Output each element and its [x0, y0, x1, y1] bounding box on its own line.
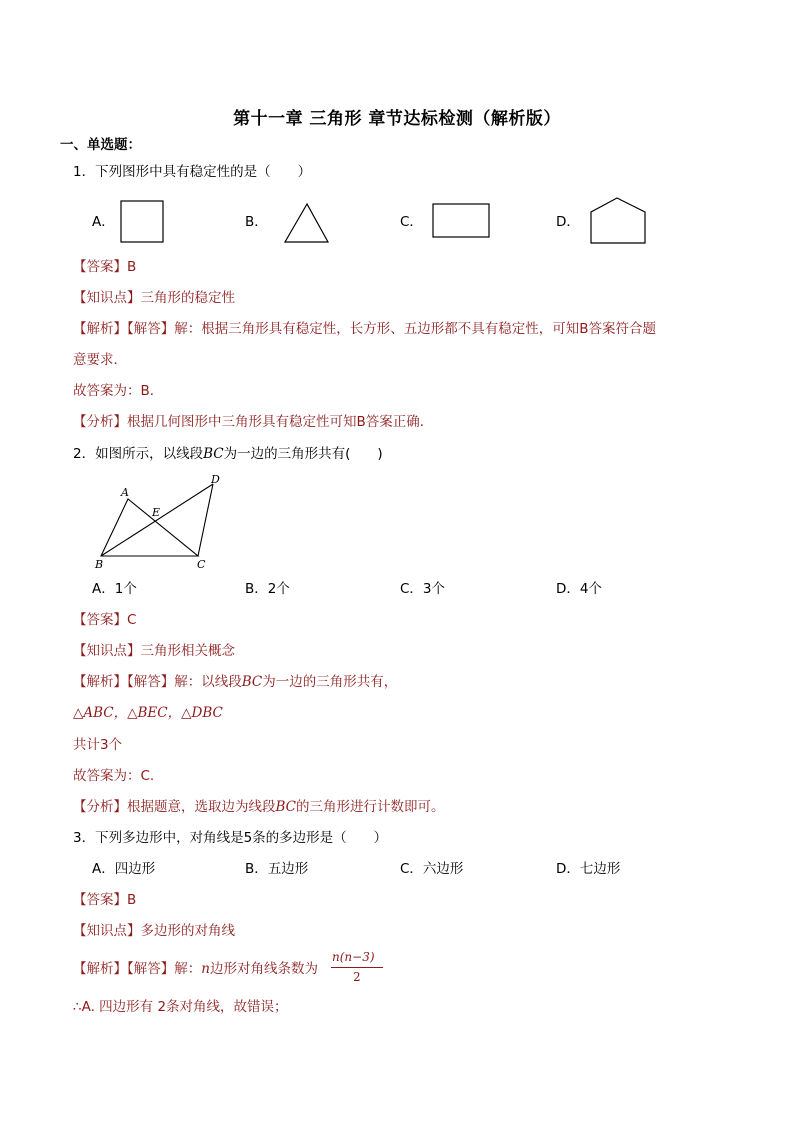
q1-stem: 1．下列图形中具有稳定性的是（ ）: [73, 164, 312, 180]
q3-answer-line: [73, 891, 136, 909]
q3-last-line: ∴A. 四边形有 2条对角线，故错误；: [73, 999, 288, 1015]
q2-stem-post: 为一边的三角形共有( ): [223, 446, 383, 462]
q2-fenxi-line: [73, 798, 445, 816]
answer-tag: 【答案】: [73, 892, 127, 908]
q1-knowledge-line: [73, 289, 235, 307]
fenxi-tag: 【分析】: [73, 799, 127, 815]
q3-analysis-line: [73, 960, 318, 978]
analysis-pre: 解：以线段: [174, 674, 242, 690]
q2-option-b: B．2个: [245, 581, 290, 597]
fenxi-text: 根据几何图形中三角形具有稳定性可知B答案正确．: [127, 414, 434, 430]
q3-stem: 3．下列多边形中，对角线是5条的多边形是（ ）: [73, 830, 388, 846]
q1-option-c-label: C．: [400, 214, 423, 230]
section-heading: 一、单选题：: [60, 137, 141, 153]
triangle-abc: [101, 499, 198, 556]
knowledge-tag: 【知识点】: [73, 290, 141, 306]
fraction-bar: [331, 967, 383, 968]
knowledge-value: 多边形的对角线: [140, 923, 235, 939]
answer-value: C: [127, 612, 137, 628]
analysis-tag: 【解析】【解答】: [73, 674, 175, 690]
analysis-math: BC: [241, 674, 263, 690]
answer-tag: 【答案】: [73, 259, 127, 275]
fenxi-post: 的三角形进行计数即可。: [296, 799, 445, 815]
q2-geometry-figure: [90, 472, 230, 572]
q2-answer-line: [73, 611, 136, 629]
formula-numerator: [332, 950, 375, 964]
q3-knowledge-line: [73, 922, 235, 940]
q3-option-d: D．七边形: [556, 861, 621, 877]
analysis-post: 为一边的三角形共有，: [262, 674, 398, 690]
analysis-text: 解：根据三角形具有稳定性，长方形、五边形都不具有稳定性，可知B答案符合题: [174, 321, 657, 337]
q3-option-c: C．六边形: [400, 861, 464, 877]
q2-option-d: D．4个: [556, 581, 602, 597]
q2-knowledge-line: [73, 642, 235, 660]
q2-stem: [73, 445, 383, 463]
q1-fenxi-line: [73, 413, 433, 431]
q3-option-b: B．五边形: [245, 861, 309, 877]
label-b: B: [95, 558, 104, 571]
label-a: A: [121, 486, 129, 499]
q2-analysis-line: [73, 673, 397, 691]
q2-triangle-list: △ABC，△BEC，△DBC: [73, 705, 223, 721]
q1-option-shapes: [0, 0, 794, 260]
q2-count: 共计3个: [73, 737, 123, 753]
q3-option-a: A．四边形: [92, 861, 156, 877]
analysis-pre: 解：: [174, 961, 202, 977]
q1-analysis-cont: 意要求．: [73, 352, 127, 368]
segment-dc: [198, 484, 213, 556]
q2-option-c: C．3个: [400, 581, 446, 597]
analysis-math: n: [201, 961, 210, 977]
q1-option-d-label: D．: [556, 214, 580, 230]
fenxi-math: BC: [275, 799, 297, 815]
answer-value: B: [127, 892, 137, 908]
q2-stem-pre: 2．如图所示，以线段: [73, 446, 204, 462]
fenxi-pre: 根据题意，选取边为线段: [127, 799, 276, 815]
label-e: E: [152, 506, 161, 519]
answer-value: B: [127, 259, 137, 275]
q1-conclusion: 故答案为：B．: [73, 383, 164, 399]
fenxi-tag: 【分析】: [73, 414, 127, 430]
page-title: 第十一章 三角形 章节达标检测（解析版）: [233, 109, 561, 129]
q1-answer-line: [73, 258, 136, 276]
knowledge-tag: 【知识点】: [73, 923, 141, 939]
analysis-post: 边形对角线条数为: [209, 961, 318, 977]
analysis-tag: 【解析】【解答】: [73, 961, 175, 977]
q2-option-a: A．1个: [92, 581, 137, 597]
q2-stem-math: BC: [203, 446, 224, 462]
answer-tag: 【答案】: [73, 612, 127, 628]
triangle-shape: [285, 204, 328, 242]
q1-option-b-label: B．: [245, 214, 268, 230]
q1-analysis-line: [73, 320, 656, 338]
formula-num-text: n(n−3): [332, 950, 375, 964]
q2-conclusion: 故答案为：C.: [73, 768, 155, 784]
label-c: C: [197, 558, 206, 571]
rectangle-shape: [433, 204, 489, 237]
square-shape: [121, 201, 163, 242]
label-d: D: [211, 473, 220, 486]
knowledge-value: 三角形的稳定性: [140, 290, 235, 306]
pentagon-shape: [591, 198, 645, 243]
q1-option-a-label: A．: [92, 214, 115, 230]
knowledge-value: 三角形相关概念: [140, 643, 235, 659]
analysis-tag: 【解析】【解答】: [73, 321, 175, 337]
formula-denominator: 2: [353, 970, 361, 984]
knowledge-tag: 【知识点】: [73, 643, 141, 659]
